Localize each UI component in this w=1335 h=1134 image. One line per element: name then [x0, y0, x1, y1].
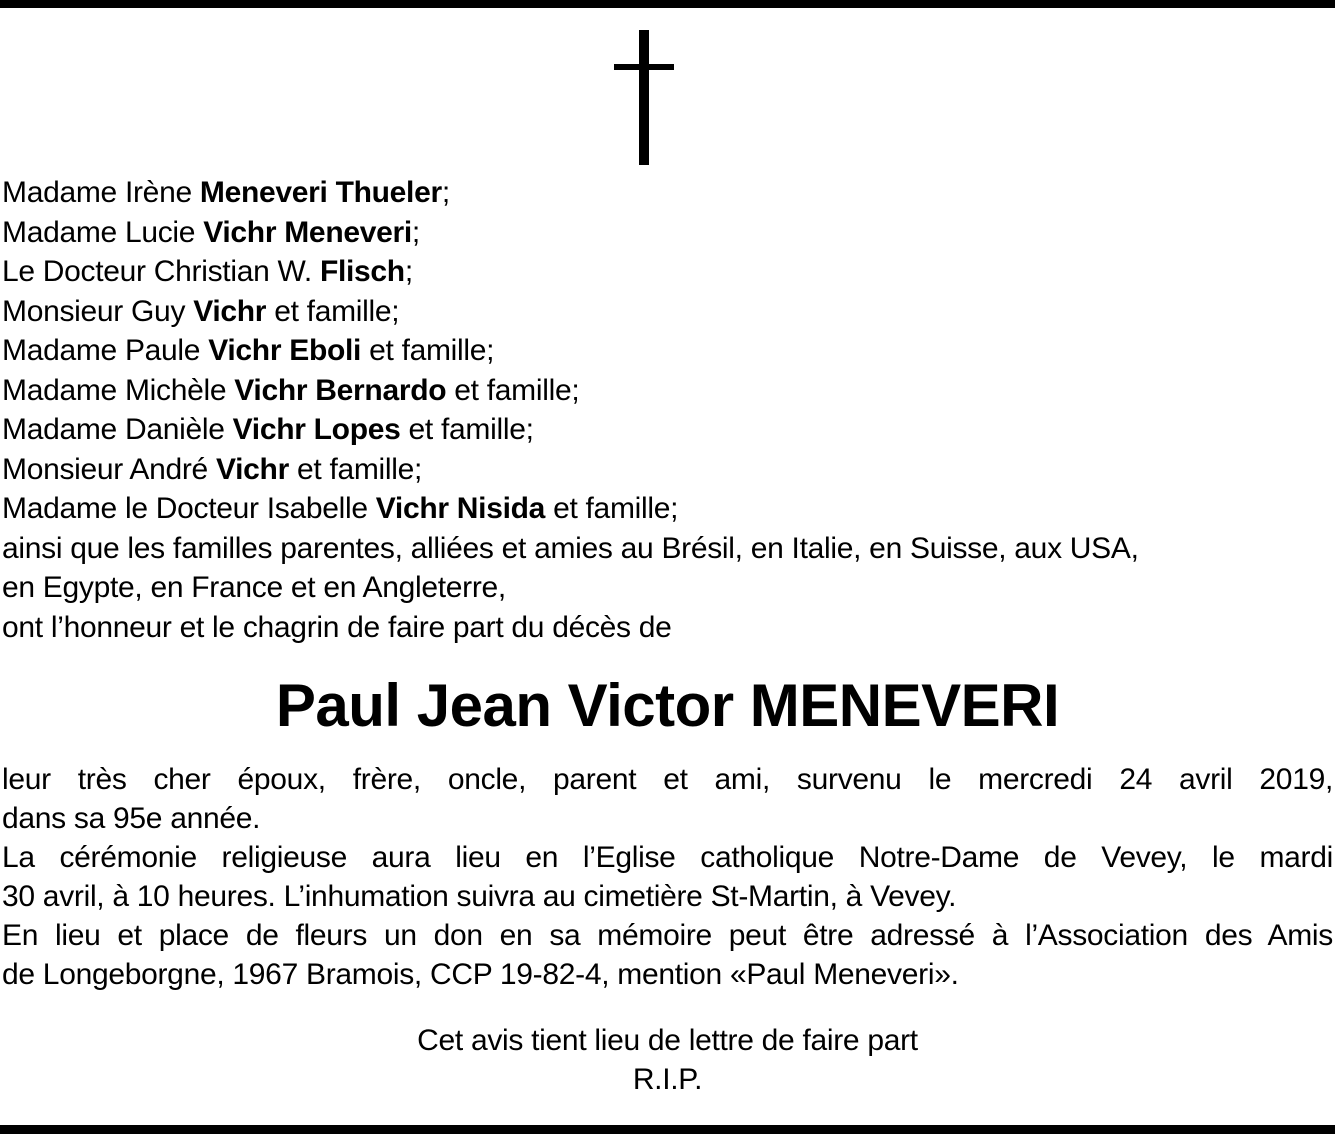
body-line: de Longeborgne, 1967 Bramois, CCP 19-82-4, mention «Paul Meneveri».: [2, 958, 959, 991]
body-line: leur très cher époux, frère, oncle, parent et ami, survenu le mercredi 24 avril 2019,: [2, 763, 1333, 796]
relatives-line: en Egypte, en France et en Angleterre,: [2, 571, 506, 604]
closing-block: [0, 1021, 1335, 1099]
top-border-rule: [0, 0, 1335, 8]
notice-body: [2, 760, 1333, 994]
deceased-name: Paul Jean Victor MENEVERI: [275, 672, 1060, 739]
body-line: 30 avril, à 10 heures. L’inhumation suivra au cimetière St-Martin, à Vevey.: [2, 880, 957, 913]
body-line: La cérémonie religieuse aura lieu en l’Eglise catholique Notre-Dame de Vevey, le mardi: [2, 841, 1333, 874]
family-line: Madame Paule Vichr Eboli et famille;: [2, 334, 495, 367]
family-line: Madame le Docteur Isabelle Vichr Nisida et famille;: [2, 492, 679, 525]
closing-note: Cet avis tient lieu de lettre de faire part: [417, 1024, 918, 1057]
family-line: Monsieur André Vichr et famille;: [2, 452, 423, 486]
family-line: Madame Lucie Vichr Meneveri;: [2, 215, 420, 249]
body-line: En lieu et place de fleurs un don en sa mémoire peut être adressé à l’Association des Amis: [2, 919, 1333, 952]
announcement-line: ont l’honneur et le chagrin de faire part du décès de: [2, 610, 672, 644]
family-line: Madame Michèle Vichr Bernardo et famille;: [2, 373, 580, 407]
family-line: Monsieur Guy Vichr et famille;: [2, 294, 400, 328]
rip-text: R.I.P.: [632, 1063, 703, 1096]
family-line: Le Docteur Christian W. Flisch;: [2, 255, 413, 288]
family-line: Madame Danièle Vichr Lopes et famille;: [2, 413, 534, 446]
family-list: [2, 173, 1335, 647]
latin-cross-icon: [614, 30, 674, 165]
relatives-line: ainsi que les familles parentes, alliées et amies au Brésil, en Italie, en Suisse, aux USA,: [2, 531, 1139, 565]
family-line: Madame Irène Meneveri Thueler;: [2, 176, 450, 209]
bottom-border-rule: [0, 1125, 1335, 1134]
body-line: dans sa 95e année.: [2, 802, 261, 835]
